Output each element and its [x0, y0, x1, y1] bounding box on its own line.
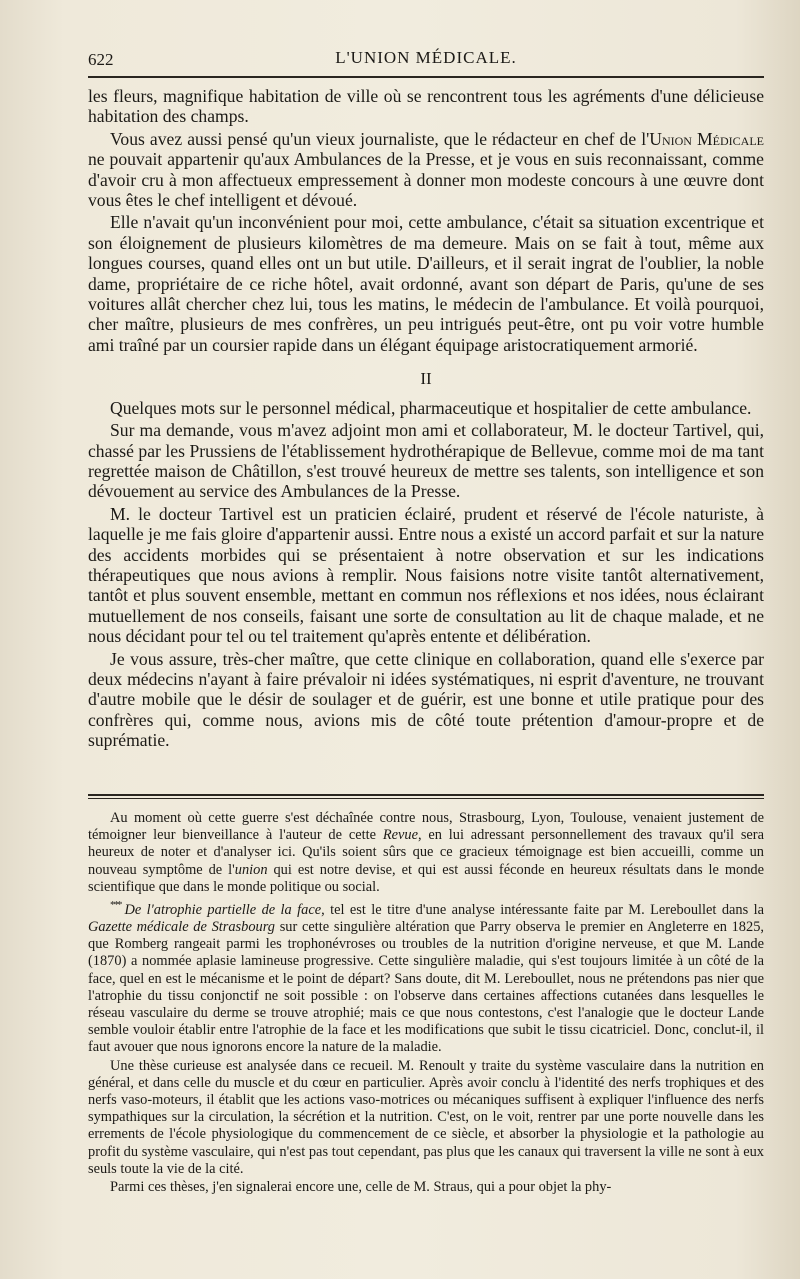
note-paragraph: Une thèse curieuse est analysée dans ce recueil. M. Renoult y traite du système vasculaire dans la nutrition en général, et dans celle du muscle et du cœur en particulier. Après avoir conclu à l'identité des nerfs trophiques et des nerfs vaso-moteurs, il établit que les actions vaso-motrices ou mécaniques suffisent à expliquer l'influence des nerfs sympathiques sur la circulation, la sécrétion et la nutrition. C'est, on le voit, rentrer par une porte nouvelle dans les errements de l'école physiologique du commencement de ce siècle, et absorber la physiologie et la pathologie au profit du système vasculaire, qui n'est pas tout cependant, pas plus que les canaux qui traversent la ville ne sont à eux seuls toute la vie de la cité. — [88, 1057, 764, 1177]
note-paragraph: Parmi ces thèses, j'en signalerai encore une, celle de M. Straus, qui a pour objet la phy- — [110, 1179, 612, 1196]
section-rule — [88, 794, 764, 796]
paragraph: Sur ma demande, vous m'avez adjoint mon ami et collaborateur, M. le docteur Tartivel, qui, chassé par les Prussiens de l'établissement hydrothérapique de Bellevue, comme moi de ma tant regrettée maison de Châtillon, s'est trouvé heureux de mettre ses talents, son intelligence et son dévouement au service des Ambulances de la Presse. — [88, 420, 764, 502]
paragraph: Quelques mots sur le personnel médical, pharmaceutique et hospitalier de cette ambulance. — [110, 397, 752, 418]
note-paragraph: Au moment où cette guerre s'est déchaînée contre nous, Strasbourg, Lyon, Toulouse, venaient justement de témoigner leur bienveillance à l'auteur de cette Revue, en lui adressant personnellement des travaux qu'il sera heureux de noter et d'analyser ici. Qu'ils soient sûrs que ce gracieux témoignage est bien accueilli, comme un nouveau symptôme de l'union qui est notre devise, et qui est aussi féconde en heureux résultats dans le monde scientifique que dans le monde politique ou social. — [88, 810, 764, 895]
paragraph: Elle n'avait qu'un inconvénient pour moi, cette ambulance, c'était sa situation excentrique et son éloignement de plusieurs kilomètres de ma demeure. Mais on se fait à tout, même aux longues courses, quand elles ont un but utile. D'ailleurs, et il serait ingrat de l'oublier, la noble dame, propriétaire de ce riche hôtel, avait ordonné, avant son départ de Paris, qu'une de ses voitures allât chercher chez lui, tous les matins, le médecin de l'ambulance. Et voilà pourquoi, cher maître, plusieurs de mes confrères, un peu intrigués peut-être, ont pu voir votre humble ami traîné par un coursier rapide dans un élégant équipage aristocratiquement armorié. — [88, 212, 764, 355]
journal-name: Union Médicale — [649, 128, 764, 149]
page-number: 622 — [88, 50, 114, 69]
main-text — [88, 86, 764, 753]
paragraph: Vous avez aussi pensé qu'un vieux journaliste, que le rédacteur en chef de l'Union Médicale ne pouvait appartenir qu'aux Ambulances de la Presse, et je vous en suis reconnaissant, comme d'avoir cru à mon affectueux empressement à donner mon modeste concours à une œuvre dont vous êtes le chef intelligent et dévoué. — [88, 128, 764, 211]
paragraph: les fleurs, magnifique habitation de ville où se rencontrent tous les agréments d'une délicieuse habitation des champs. — [88, 86, 764, 127]
header-rule — [88, 76, 764, 78]
section-rule-thin — [88, 798, 764, 799]
asterism-icon: *** — [110, 899, 121, 912]
paragraph: M. le docteur Tartivel est un praticien éclairé, prudent et réservé de l'école naturiste, à laquelle je me fais gloire d'appartenir aussi. Entre nous a existé un accord parfait et sur la nature des accidents morbides qui se présentaient à notre observation et sur les indications thérapeutiques que nous avions à remplir. Nous faisions notre visite tantôt alternativement, tantôt et plus souvent ensemble, mettant en commun nos réflexions et nos idées, nous éclairant mutuellement de nos conseils, faisant une sorte de consultation au lit de chaque malade, et ne nous décidant pour tel ou tel traitement qu'après entente et délibération. — [88, 503, 764, 647]
review-notes — [88, 810, 764, 1197]
section-heading: II — [420, 369, 432, 389]
note-paragraph: *** De l'atrophie partielle de la face, tel est le titre d'une analyse intéressante faite par M. Lereboullet dans la Gazette médicale de Strasbourg sur cette singulière altération que Parry observa le premier en Angleterre en 1825, que Romberg rangeait parmi les trophonévroses ou troubles de la nutrition d'origine nerveuse, et que M. Lande (1870) a nommée aplasie lamineuse progressive. Cette singulière maladie, qui s'est toujours limitée à un côté de la face, quel en est le mécanisme et le point de départ? Sans doute, dit M. Lereboullet, nous ne prétendons pas nier que l'atrophie du tissu conjonctif ne soit possible : on l'observe dans certaines affections cutanées dans lesquelles le réseau vasculaire du derme se trouve atrophié; mais ce que nous contestons, c'est l'analogie que le docteur Lande semble vouloir établir entre l'atrophie de la face et les modifications que subit le tissu cicatriciel. Donc, conclut-il, il faut avouer que nous ignorons encore la nature de la maladie. — [88, 899, 765, 1056]
running-head: L'UNION MÉDICALE. — [335, 48, 517, 67]
paragraph: Je vous assure, très-cher maître, que cette clinique en collaboration, quand elle s'exerce par deux médecins n'ayant à faire prévaloir ni idées systématiques, ni esprit d'aventure, ne trouvant d'autre mobile que le désir de soulager et de guérir, est une bonne et utile pratique pour des confrères qui, comme nous, avions mis de côté toute prétention d'amour-propre et de suprématie. — [88, 648, 764, 751]
page-header — [88, 46, 764, 74]
